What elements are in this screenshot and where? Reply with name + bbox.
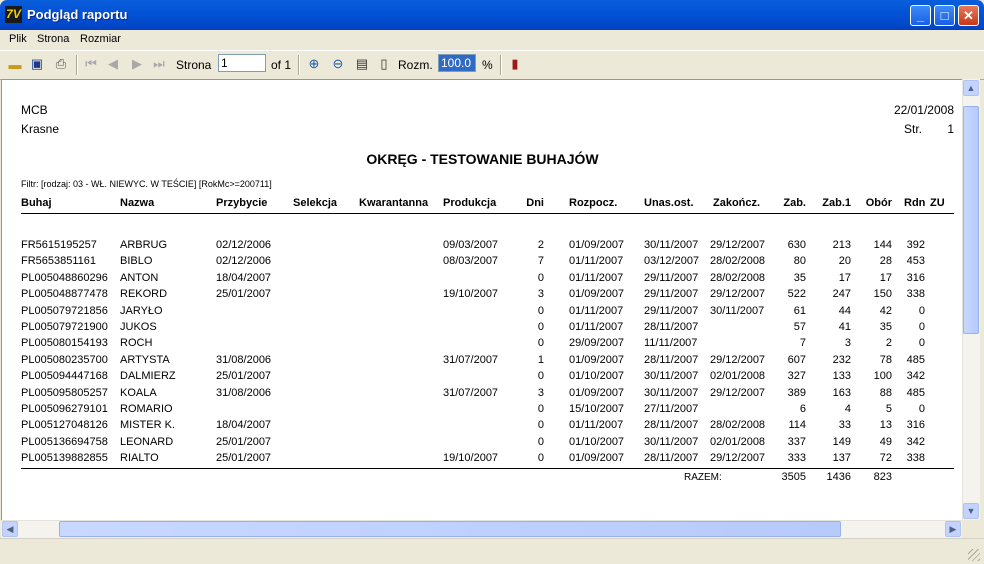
table-cell: 338: [906, 288, 925, 301]
menu-strona[interactable]: Strona: [37, 33, 70, 45]
table-cell: 3: [537, 288, 544, 301]
column-header: Nazwa: [120, 197, 155, 209]
table-cell: 247: [832, 288, 851, 301]
column-header: Zab.1: [822, 197, 851, 209]
table-cell: 01/11/2007: [569, 271, 624, 284]
table-cell: 09/03/2007: [443, 239, 499, 251]
report-date: 22/01/2008: [893, 103, 954, 117]
column-header: ZU: [930, 197, 945, 209]
table-cell: 01/09/2007: [569, 353, 625, 366]
zoom-input[interactable]: [438, 54, 476, 72]
last-page-icon[interactable]: ⏭: [153, 56, 165, 71]
maximize-icon: □: [940, 8, 949, 23]
table-cell: 25/01/2007: [216, 370, 272, 383]
table-cell: 0: [537, 370, 544, 383]
table-cell: 30/11/2007: [644, 386, 699, 399]
table-cell: 78: [879, 353, 892, 366]
menu-plik[interactable]: Plik: [9, 33, 27, 45]
table-cell: 02/12/2006: [216, 255, 272, 268]
resize-grip[interactable]: [968, 549, 980, 561]
maximize-button[interactable]: [934, 5, 955, 26]
table-cell: PL005127048126: [21, 419, 108, 432]
zoom-out-icon[interactable]: ⊖: [332, 56, 344, 71]
page-width-icon[interactable]: ▤: [355, 56, 369, 71]
table-cell: ANTON: [120, 271, 159, 284]
table-cell: 337: [787, 435, 806, 448]
report-title: OKRĘG - TESTOWANIE BUHAJÓW: [366, 151, 599, 167]
report-location: Krasne: [21, 122, 60, 136]
column-header: Rozpocz.: [569, 197, 618, 209]
report-filter: Filtr: [rodzaj: 03 - WŁ. NIEWYC. W TEŚCIE] [RokMc>=200711]: [21, 179, 272, 189]
table-cell: 61: [793, 304, 806, 317]
scroll-left-button[interactable]: [2, 521, 18, 537]
table-cell: PL005048860296: [21, 271, 108, 284]
table-cell: PL005136694758: [21, 435, 108, 448]
toolbar-separator: [500, 55, 502, 75]
table-cell: BIBLO: [120, 255, 153, 268]
table-cell: 144: [873, 239, 892, 251]
table-cell: 29/12/2007: [710, 452, 766, 465]
table-cell: 17: [838, 271, 851, 284]
table-cell: 0: [537, 304, 544, 317]
table-cell: KOALA: [120, 386, 157, 399]
column-header: Produkcja: [443, 197, 497, 209]
vertical-scroll-thumb[interactable]: [963, 106, 979, 334]
table-cell: 30/11/2007: [710, 304, 765, 317]
zoom-unit: %: [482, 58, 493, 72]
table-cell: REKORD: [120, 288, 168, 301]
table-cell: 1: [537, 353, 544, 366]
report-page: [1, 79, 963, 522]
table-cell: 49: [879, 435, 892, 448]
table-cell: 28/02/2008: [710, 271, 766, 284]
scroll-corner: [962, 520, 980, 537]
table-cell: 29/11/2007: [644, 288, 699, 301]
close-button[interactable]: [958, 5, 979, 26]
table-cell: 01/09/2007: [569, 288, 625, 301]
table-cell: 28: [879, 255, 892, 268]
page-total: of 1: [271, 58, 292, 72]
table-cell: 0: [918, 337, 925, 350]
table-cell: PL005139882855: [21, 452, 108, 465]
table-cell: JUKOS: [120, 321, 157, 333]
table-cell: 0: [537, 403, 544, 415]
scroll-right-button[interactable]: [945, 521, 961, 537]
table-cell: 01/11/2007: [569, 321, 624, 333]
table-cell: MISTER K.: [120, 419, 176, 432]
table-cell: 19/10/2007: [443, 452, 499, 465]
table-cell: 29/12/2007: [710, 386, 766, 399]
app-icon: 7V: [6, 7, 21, 21]
column-header: Zab.: [783, 197, 806, 209]
table-cell: 28/02/2008: [710, 255, 766, 268]
table-cell: JARYŁO: [120, 304, 163, 317]
table-cell: 17: [879, 271, 892, 284]
table-cell: 2: [537, 239, 544, 251]
table-cell: PL005080235700: [21, 353, 108, 366]
table-cell: ARTYSTA: [120, 353, 170, 366]
menu-bar: [0, 30, 984, 49]
chevron-left-icon: ◀: [6, 524, 14, 534]
table-cell: 392: [906, 239, 925, 251]
table-cell: 13: [879, 419, 892, 432]
table-cell: 20: [838, 255, 851, 268]
column-header: Kwarantanna: [359, 197, 429, 209]
report-page-number: 1: [947, 122, 954, 136]
table-cell: 0: [918, 321, 925, 333]
table-cell: PL005079721856: [21, 304, 108, 317]
column-header: Obór: [865, 197, 892, 209]
table-cell: 18/04/2007: [216, 419, 272, 432]
toolbar: [0, 50, 984, 80]
table-cell: 01/11/2007: [569, 304, 624, 317]
horizontal-scroll-thumb[interactable]: [59, 521, 841, 537]
table-cell: 01/09/2007: [569, 386, 625, 399]
report-company: MCB: [21, 103, 48, 117]
table-cell: 316: [906, 419, 925, 432]
whole-page-icon[interactable]: ▯: [380, 56, 388, 71]
scroll-up-button[interactable]: [963, 80, 979, 96]
table-cell: 630: [787, 239, 806, 251]
table-cell: ARBRUG: [120, 239, 168, 251]
table-cell: 01/11/2007: [569, 255, 624, 268]
table-cell: 114: [788, 419, 806, 432]
table-cell: 44: [838, 304, 851, 317]
table-cell: 453: [906, 255, 925, 268]
table-cell: 28/02/2008: [710, 419, 766, 432]
table-cell: 01/10/2007: [569, 435, 625, 448]
table-cell: 485: [906, 386, 925, 399]
table-cell: PL005094447168: [21, 370, 108, 383]
table-cell: 232: [832, 353, 851, 366]
table-cell: 88: [879, 386, 892, 399]
table-cell: 4: [844, 403, 851, 415]
table-cell: 18/04/2007: [216, 271, 272, 284]
table-cell: 137: [832, 452, 851, 465]
previous-page-icon[interactable]: ◀: [108, 56, 118, 71]
table-cell: FR5653851161: [21, 255, 97, 268]
table-cell: 7: [799, 337, 806, 350]
table-cell: 0: [537, 435, 544, 448]
table-cell: 213: [832, 239, 851, 251]
next-page-icon[interactable]: ▶: [132, 56, 142, 71]
table-cell: DALMIERZ: [120, 370, 176, 383]
table-cell: 30/11/2007: [644, 435, 699, 448]
table-cell: 0: [537, 321, 544, 333]
table-cell: 30/11/2007: [644, 370, 699, 383]
scroll-down-button[interactable]: [963, 503, 979, 519]
table-cell: 3: [537, 386, 544, 399]
table-cell: 01/10/2007: [569, 370, 625, 383]
table-cell: 29/09/2007: [569, 337, 625, 350]
column-header: Dni: [526, 197, 544, 209]
table-cell: 25/01/2007: [216, 288, 272, 301]
total-zab1: 1436: [826, 471, 851, 483]
table-cell: 33: [838, 419, 851, 432]
table-cell: 03/12/2007: [644, 255, 700, 268]
title-bar[interactable]: [0, 0, 984, 30]
table-cell: 342: [906, 435, 925, 448]
table-cell: 100: [873, 370, 892, 383]
table-cell: 316: [906, 271, 925, 284]
column-header: Selekcja: [293, 197, 338, 209]
page-input[interactable]: [218, 54, 266, 72]
table-cell: 0: [918, 304, 925, 317]
table-cell: 29/12/2007: [710, 288, 766, 301]
zoom-label: Rozm.: [398, 58, 433, 72]
table-cell: 0: [537, 452, 544, 465]
table-cell: 42: [879, 304, 892, 317]
table-cell: 02/12/2006: [216, 239, 272, 251]
print-icon[interactable]: ⎙: [55, 56, 67, 71]
table-cell: 28/11/2007: [644, 321, 699, 333]
minimize-icon: _: [916, 8, 925, 23]
table-cell: 02/01/2008: [710, 435, 766, 448]
table-cell: 72: [879, 452, 892, 465]
column-header: Przybycie: [216, 197, 268, 209]
table-cell: 31/07/2007: [443, 353, 499, 366]
table-cell: 27/11/2007: [644, 403, 699, 415]
horizontal-scrollbar[interactable]: [1, 520, 962, 538]
table-cell: 31/08/2006: [216, 353, 272, 366]
toolbar-separator: [298, 55, 300, 75]
first-page-icon[interactable]: ⏮: [85, 56, 97, 71]
column-header: Rdn: [904, 197, 926, 209]
total-obor: 823: [873, 471, 892, 483]
table-cell: PL005080154193: [21, 337, 108, 350]
table-cell: 19/10/2007: [443, 288, 499, 301]
open-folder-icon[interactable]: ▬: [8, 56, 22, 72]
table-cell: PL005048877478: [21, 288, 108, 301]
table-cell: 342: [906, 370, 925, 383]
exit-icon[interactable]: ▮: [511, 56, 519, 71]
status-bar: [0, 538, 984, 564]
table-cell: 29/12/2007: [710, 239, 766, 251]
table-cell: LEONARD: [120, 435, 174, 448]
table-cell: 0: [537, 271, 544, 284]
table-cell: RIALTO: [120, 452, 159, 465]
save-icon[interactable]: ▣: [30, 56, 44, 71]
table-cell: 15/10/2007: [569, 403, 625, 415]
table-cell: 0: [537, 337, 544, 350]
table-cell: 2: [885, 337, 892, 350]
table-cell: 28/11/2007: [644, 452, 699, 465]
minimize-button[interactable]: [910, 5, 931, 26]
window-title: Podgląd raportu: [27, 7, 128, 22]
table-cell: 25/01/2007: [216, 452, 272, 465]
column-header: Unas.ost.: [644, 197, 694, 209]
table-cell: 01/11/2007: [569, 419, 624, 432]
toolbar-separator: [76, 55, 78, 75]
table-cell: ROMARIO: [120, 403, 173, 415]
total-zab: 3505: [781, 471, 806, 483]
page-label: Strona: [176, 58, 212, 72]
table-cell: 522: [787, 288, 806, 301]
table-cell: PL005095805257: [21, 386, 108, 399]
table-cell: 08/03/2007: [443, 255, 499, 268]
chevron-down-icon: ▼: [966, 506, 976, 516]
table-cell: 485: [906, 353, 925, 366]
menu-rozmiar[interactable]: Rozmiar: [80, 33, 121, 45]
table-cell: 0: [918, 403, 925, 415]
table-cell: 25/01/2007: [216, 435, 272, 448]
table-cell: 133: [832, 370, 851, 383]
totals-divider: [21, 468, 954, 469]
column-header: Buhaj: [21, 197, 52, 209]
table-cell: 389: [787, 386, 806, 399]
table-cell: FR5615195257: [21, 239, 97, 251]
table-cell: 150: [873, 288, 892, 301]
table-cell: 80: [793, 255, 806, 268]
table-cell: 57: [793, 321, 806, 333]
table-cell: 29/11/2007: [644, 271, 699, 284]
table-cell: 29/11/2007: [644, 304, 699, 317]
table-cell: 31/07/2007: [443, 386, 499, 399]
table-cell: 163: [832, 386, 851, 399]
table-cell: 5: [885, 403, 892, 415]
table-cell: 28/11/2007: [644, 419, 699, 432]
table-cell: 01/09/2007: [569, 239, 625, 251]
table-cell: 02/01/2008: [710, 370, 766, 383]
table-cell: 35: [793, 271, 806, 284]
table-cell: ROCH: [120, 337, 153, 350]
table-cell: 35: [879, 321, 892, 333]
table-cell: PL005079721900: [21, 321, 108, 333]
chevron-right-icon: ▶: [949, 524, 957, 534]
header-divider: [21, 213, 954, 214]
table-cell: PL005096279101: [21, 403, 108, 415]
table-cell: 333: [787, 452, 806, 465]
table-cell: 7: [537, 255, 544, 268]
column-header: Zakończ.: [713, 197, 761, 209]
table-cell: 28/11/2007: [644, 353, 699, 366]
table-cell: 327: [787, 370, 806, 383]
vertical-scrollbar[interactable]: [962, 79, 980, 520]
table-cell: 0: [537, 419, 544, 432]
table-cell: 6: [799, 403, 806, 415]
table-cell: 338: [906, 452, 925, 465]
table-cell: 29/12/2007: [710, 353, 766, 366]
table-cell: 149: [832, 435, 851, 448]
table-cell: 01/09/2007: [569, 452, 625, 465]
table-cell: 30/11/2007: [644, 239, 699, 251]
total-label: RAZEM:: [684, 472, 722, 483]
close-icon: ✕: [963, 8, 974, 23]
table-cell: 31/08/2006: [216, 386, 272, 399]
table-cell: 3: [844, 337, 851, 350]
table-cell: 11/11/2007: [644, 337, 698, 350]
chevron-up-icon: ▲: [966, 83, 976, 93]
report-page-label: Str.: [904, 122, 923, 136]
table-cell: 607: [787, 353, 806, 366]
zoom-in-icon[interactable]: ⊕: [308, 56, 320, 71]
table-cell: 41: [838, 321, 851, 333]
